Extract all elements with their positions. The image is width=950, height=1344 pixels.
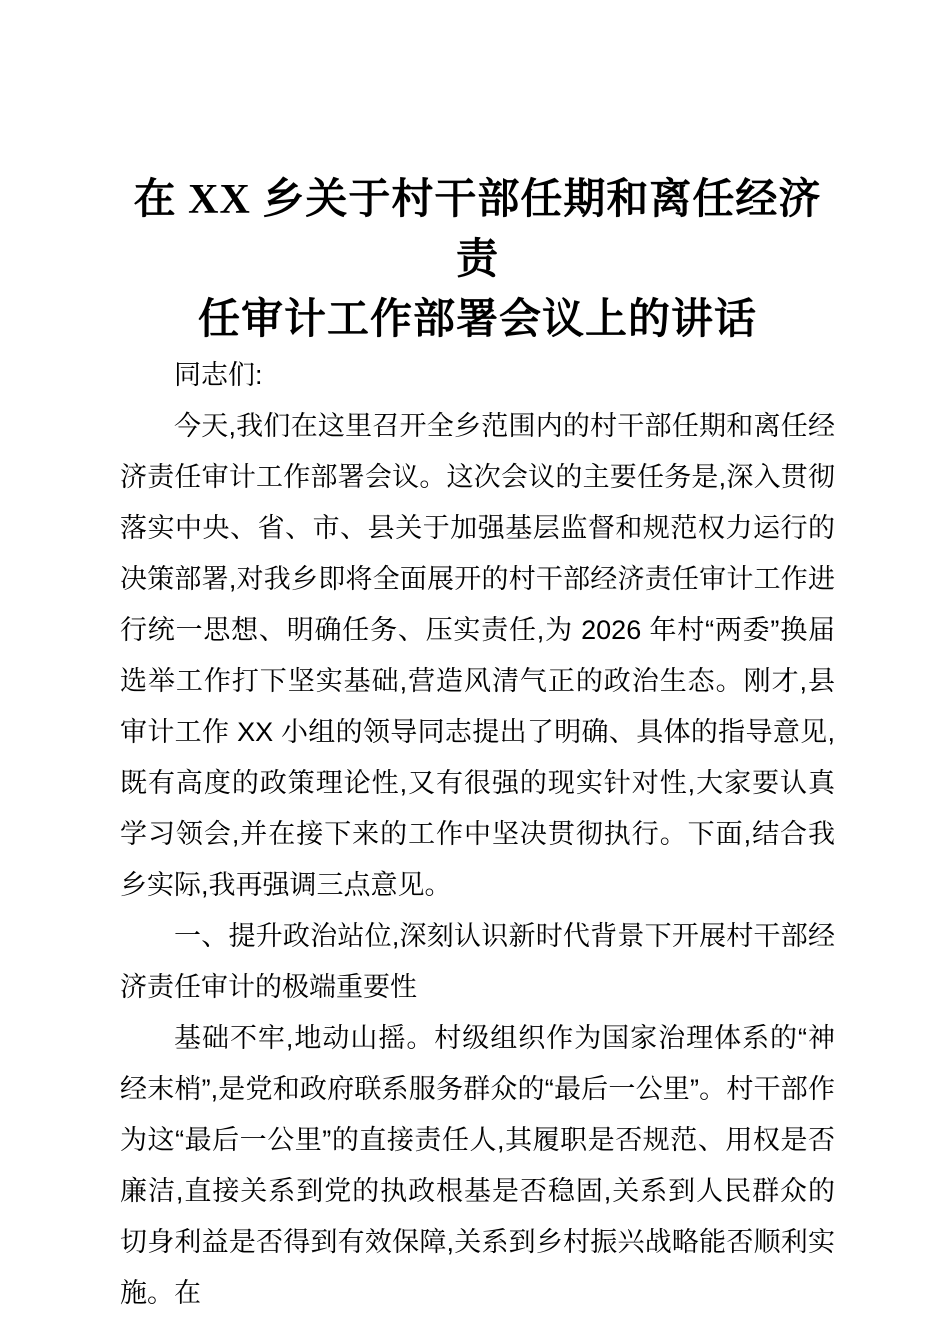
document-title-line-2: 任审计工作部署会议上的讲话 xyxy=(197,297,757,343)
opening-paragraph: 今天,我们在这里召开全乡范围内的村干部任期和离任经济责任审计工作部署会议。这次会议的主要任务是,深入贯彻落实中央、省、市、县关于加强基层监督和规范权力运行的决策部署,对我乡即将全面展开的村干部经济责任审计工作进行统一思想、明确任务、压实责任,为 2026 年村“两委”换届选举工作打下坚实基础,营造风清气正的政治生态。刚才,县审计工作 XX 小组的领导同志提出了明确、具体的指导意见,既有高度的政策理论性,又有很强的现实针对性,大家要认真学习领会,并在接下来的工作中坚决贯彻执行。下面,结合我乡实际,我再强调三点意见。 xyxy=(120,411,835,900)
salutation: 同志们: xyxy=(174,360,263,390)
section-one-paragraph: 基础不牢,地动山摇。村级组织作为国家治理体系的“神经末梢”,是党和政府联系服务群众的“最后一公里”。村干部作为这“最后一公里”的直接责任人,其履职是否规范、用权是否廉洁,直接关系到党的执政根基是否稳固,关系到人民群众的切身利益是否得到有效保障,关系到乡村振兴战略能否顺利实施。在 xyxy=(120,1023,835,1308)
document-body xyxy=(120,350,835,1319)
section-one-heading: 一、提升政治站位,深刻认识新时代背景下开展村干部经济责任审计的极端重要性 xyxy=(120,921,835,1002)
document-title xyxy=(120,170,835,350)
document-title-line-1: 在 XX 乡关于村干部任期和离任经济责 xyxy=(133,177,822,283)
